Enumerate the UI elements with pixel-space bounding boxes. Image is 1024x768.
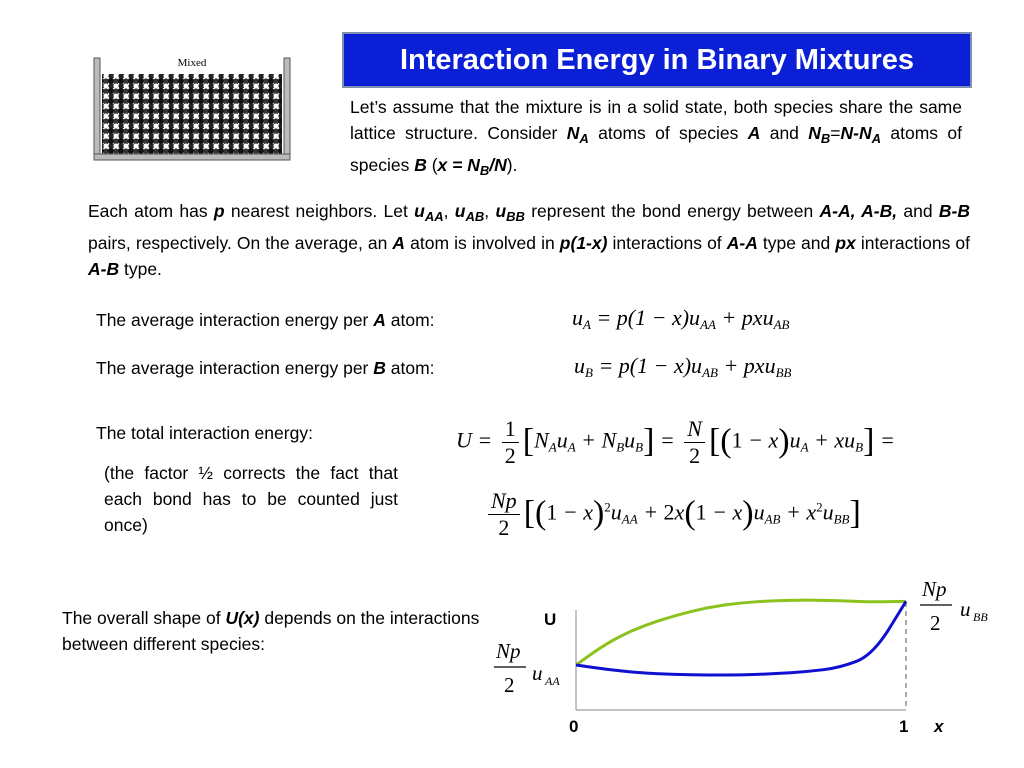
- slide-title: Interaction Energy in Binary Mixtures: [342, 32, 972, 88]
- container-label: Mixed: [177, 57, 207, 69]
- mixture-particles: [102, 74, 282, 154]
- x-tick-1: 1: [899, 717, 909, 736]
- intro-paragraph: Let’s assume that the mixture is in a solid state, both species share the same lattice structure. Consider $N_A$ atoms of species A and $N_B=N-N_A$ atoms of species B $(x = N_B/N)$.: [350, 97, 962, 178]
- equation-ua: $u_A = p(1 - x)u_{AA} + pxu_{AB}$: [572, 305, 790, 332]
- equation-total-line2: $\frac{Np}{2}$ $[(1 - x)^2u_{AA} + 2x(1 - x)u_{AB} + x^2u_{BB}]$: [484, 488, 861, 541]
- svg-text:BB: BB: [973, 610, 988, 624]
- shape-paragraph: The overall shape of U(x) depends on the interactions between different species:: [62, 608, 480, 654]
- left-endpoint-label: [494, 639, 560, 697]
- svg-text:2: 2: [930, 611, 941, 635]
- equation-total-line1: U = $\frac{1}{2}$ $[N_Au_A + N_Bu_B]$ = $\frac{N}{2}$ $[(1 - x)u_A + xu_B]$ =: [456, 416, 895, 468]
- energy-curve-graph: [490, 570, 1010, 750]
- svg-text:2: 2: [504, 673, 515, 697]
- x-axis-label: x: [934, 717, 944, 736]
- total-energy-label: The total interaction energy:: [96, 423, 313, 443]
- svg-text:Np: Np: [922, 577, 947, 601]
- svg-text:Np: Np: [496, 639, 521, 663]
- series-line-blue: [576, 601, 906, 675]
- y-axis-label: U: [544, 610, 557, 629]
- x-tick-0: 0: [569, 717, 579, 736]
- svg-text:AA: AA: [545, 674, 560, 688]
- series-line-green: [576, 600, 906, 665]
- right-endpoint-label: [920, 577, 988, 635]
- avg-energy-b-label: The average interaction energy per B atom:: [96, 358, 435, 378]
- mixture-container-illustration: [88, 48, 296, 164]
- svg-text:u: u: [532, 661, 543, 685]
- svg-text:u: u: [960, 597, 971, 621]
- avg-energy-a-label: The average interaction energy per A atom:: [96, 310, 435, 330]
- factor-note: (the factor ½ corrects the fact that each bond has to be counted just once): [104, 463, 398, 535]
- neighbors-paragraph: Each atom has p nearest neighbors. Let $u_{AA}$, $u_{AB}$, $u_{BB}$ represent the bond energy between A-A, A-B, and B-B pairs, respectively. On the average, an A atom is involved in p(1-x) interactions of A-A type and px interactions of A-B type.: [88, 201, 971, 279]
- equation-ub: $u_B = p(1 - x)u_{AB} + pxu_{BB}$: [574, 353, 792, 380]
